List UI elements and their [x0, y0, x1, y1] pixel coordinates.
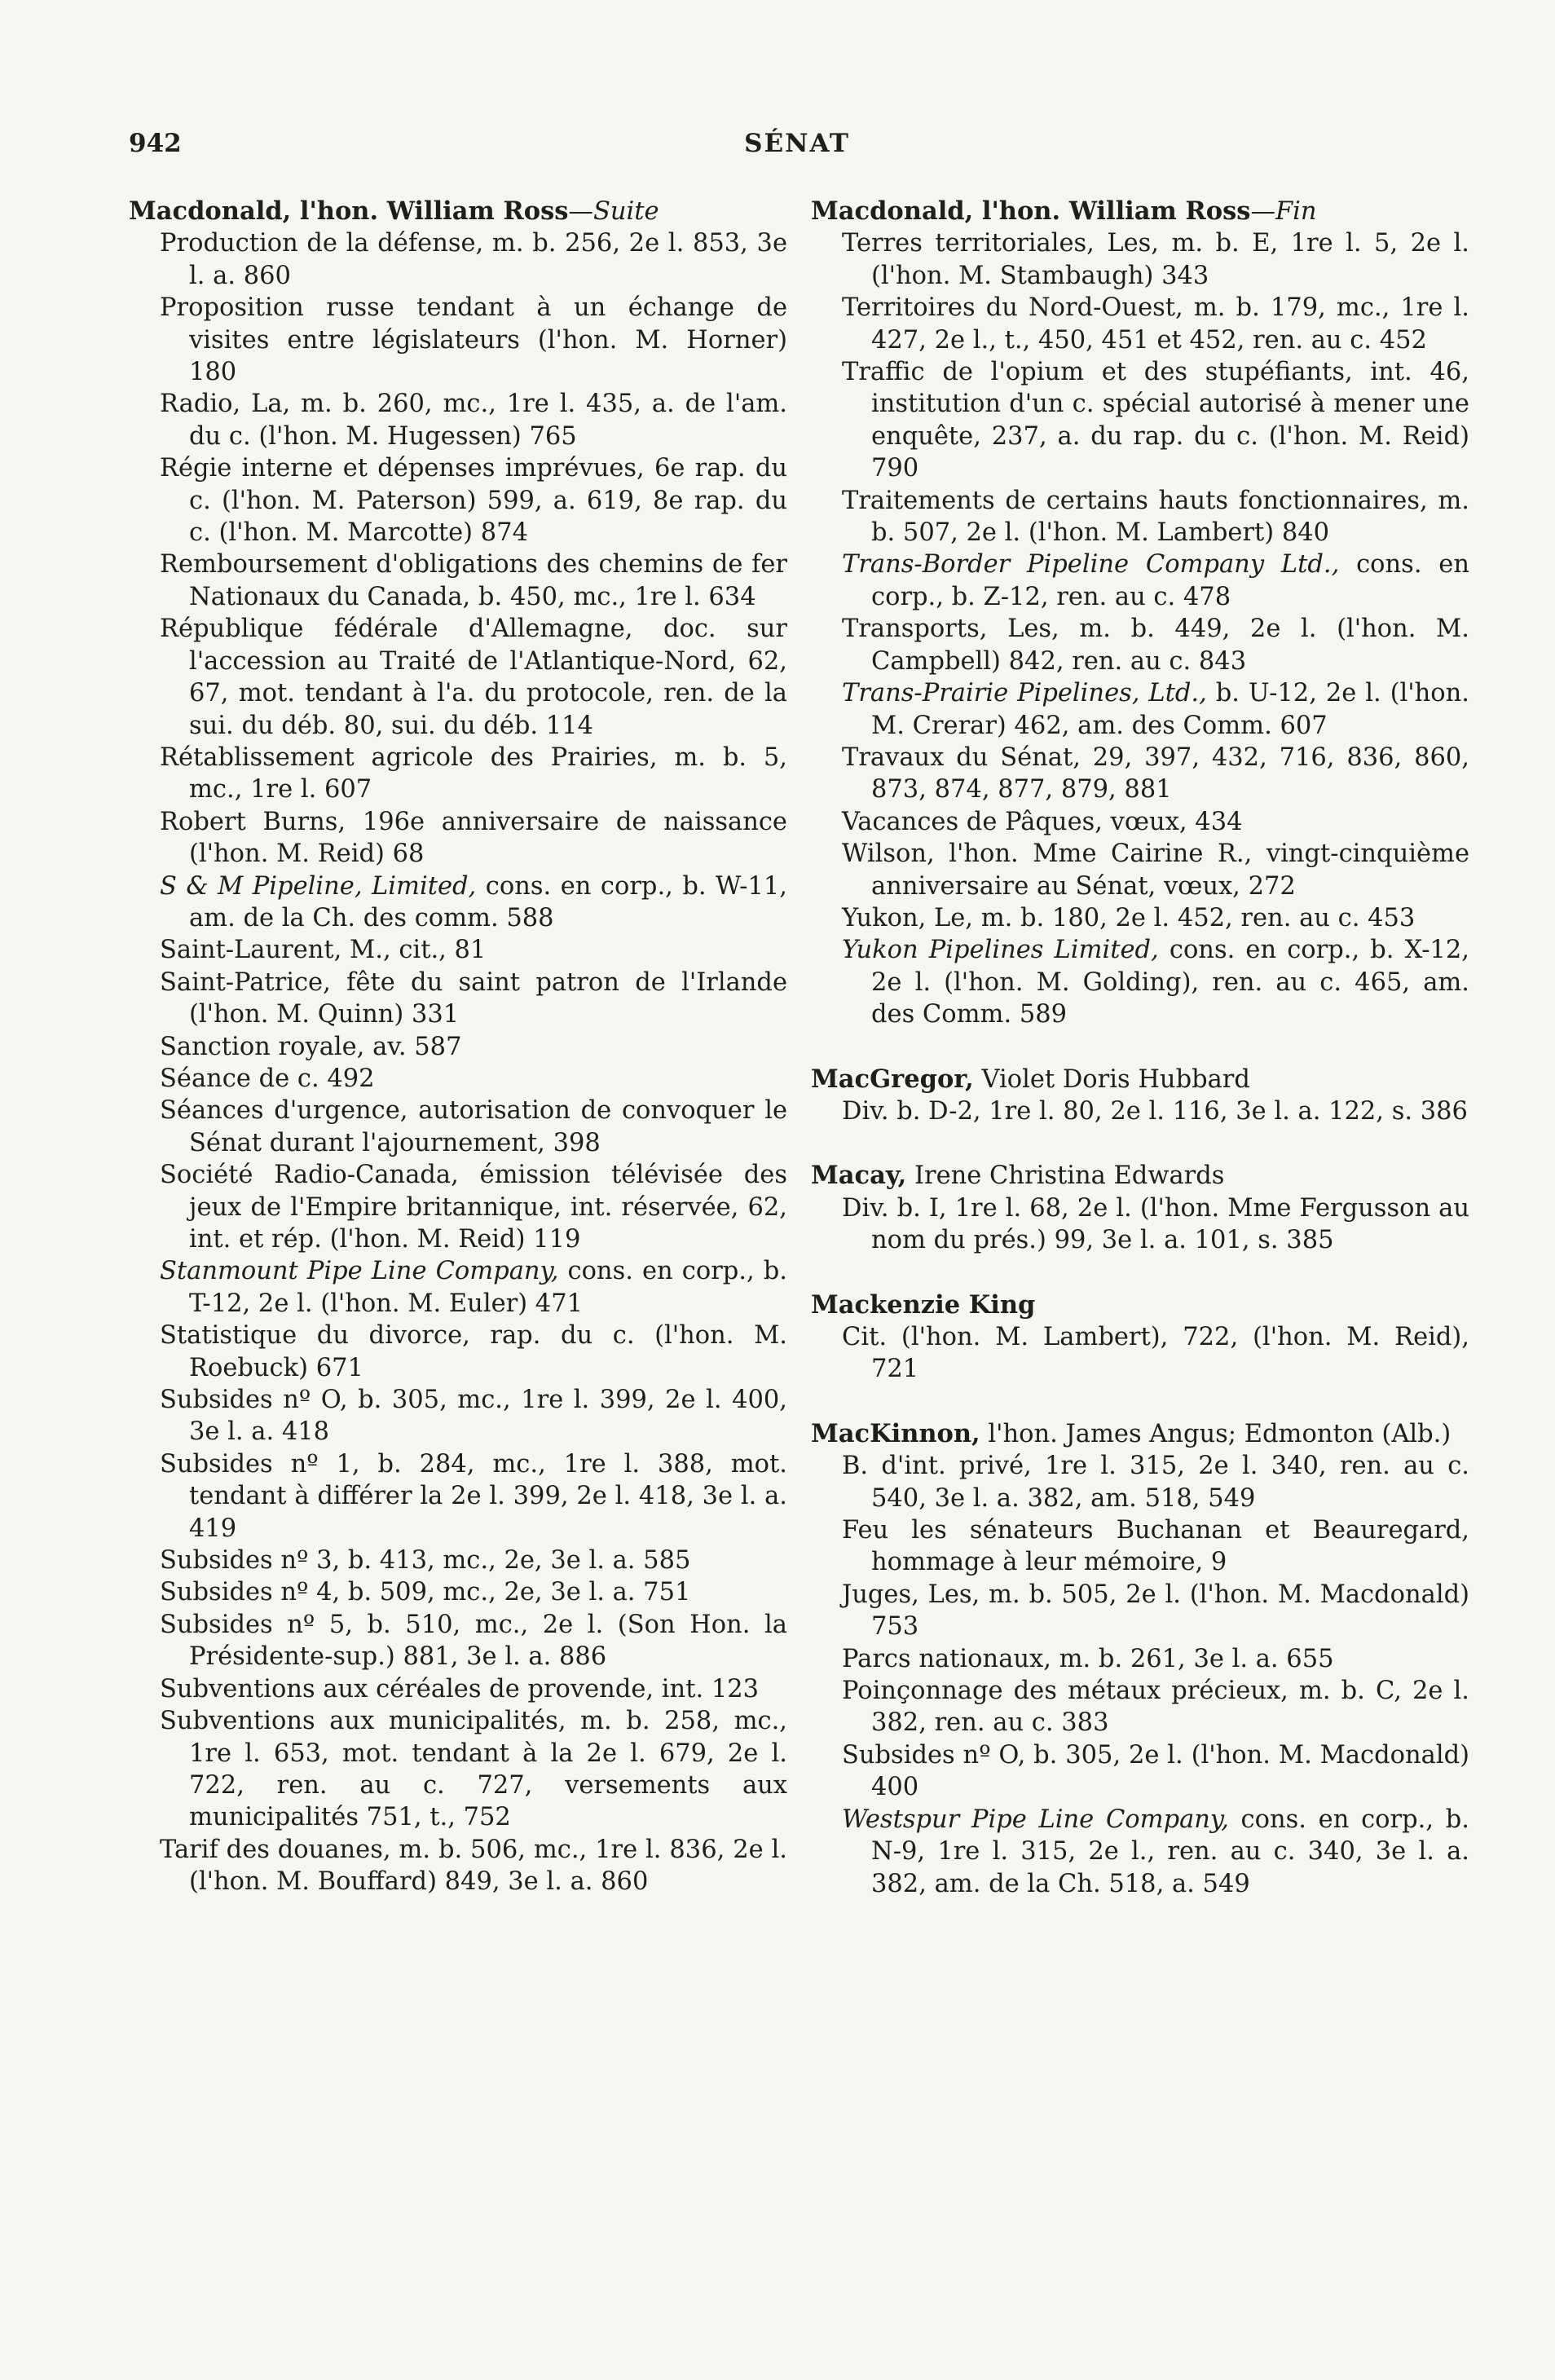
index-entry: [129, 1384, 787, 1448]
entry-text: Poinçonnage des métaux précieux, m. b. C, 2e l. 382, ren. au c. 383: [842, 1677, 1469, 1738]
index-entry: [811, 742, 1469, 806]
entry-text: Feu les sénateurs Buchanan et Beauregard, hommage à leur mémoire, 9: [842, 1516, 1469, 1577]
index-entry: [811, 806, 1469, 838]
heading-name: Macdonald, l'hon. William Ross: [811, 196, 1251, 226]
entry-text: Terres territoriales, Les, m. b. E, 1re l. 5, 2e l. (l'hon. M. Stambaugh) 343: [842, 229, 1469, 290]
entry-company-name: Westspur Pipe Line Company,: [842, 1805, 1229, 1834]
entry-company-name: S & M Pipeline, Limited,: [160, 871, 477, 901]
heading-detail: l'hon. James Angus; Edmonton (Alb.): [980, 1419, 1451, 1448]
index-entry: [129, 1834, 787, 1898]
entry-text: Traitements de certains hauts fonctionnaires, m. b. 507, 2e l. (l'hon. M. Lambert) 840: [842, 486, 1469, 548]
index-entry: [811, 902, 1469, 934]
index-entry: [129, 388, 787, 452]
entry-text: b. U-12, 2e l. (l'hon. M. Crerar) 462, am. des Comm. 607: [871, 679, 1469, 740]
index-entry: [129, 613, 787, 742]
heading-name: Macay,: [811, 1161, 907, 1191]
index-entry: [129, 549, 787, 613]
entry-text: Saint-Patrice, fête du saint patron de l'Irlande (l'hon. M. Quinn) 331: [160, 967, 787, 1029]
entry-text: Subsides nº 1, b. 284, mc., 1re l. 388, mot. tendant à différer la 2e l. 399, 2e l. 418, 3e l. a. 419: [160, 1449, 787, 1543]
index-entry: [811, 1579, 1469, 1643]
entry-text: Vacances de Pâques, vœux, 434: [842, 807, 1243, 836]
index-entry: [129, 1095, 787, 1159]
index-entry: [129, 1063, 787, 1095]
entry-text: Parcs nationaux, m. b. 261, 3e l. a. 655: [842, 1644, 1334, 1673]
entry-text: cons. en corp., b. T-12, 2e l. (l'hon. M. Euler) 471: [189, 1257, 787, 1318]
index-entry: [129, 1609, 787, 1673]
index-heading: [811, 1160, 1469, 1192]
index-heading: [129, 196, 787, 227]
entry-text: Société Radio-Canada, émission télévisée des jeux de l'Empire britannique, int. réservée, 62, int. et rép. (l'hon. M. Reid) 119: [160, 1161, 787, 1254]
index-entry: [129, 1448, 787, 1545]
index-entry: [129, 1705, 787, 1834]
index-entry: [129, 292, 787, 388]
entry-text: Saint-Laurent, M., cit., 81: [160, 936, 487, 965]
page-number: 942: [129, 129, 182, 158]
entry-text: Radio, La, m. b. 260, mc., 1re l. 435, a. de l'am. du c. (l'hon. M. Hugessen) 765: [160, 390, 787, 451]
entry-text: cons. en corp., b. N-9, 1re l. 315, 2e l., ren. au c. 340, 3e l. a. 382, am. de la Ch. 518, a. 549: [871, 1805, 1469, 1898]
entry-text: Travaux du Sénat, 29, 397, 432, 716, 836, 860, 873, 874, 877, 879, 881: [842, 743, 1469, 804]
entry-text: République fédérale d'Allemagne, doc. sur l'accession au Traité de l'Atlantique-Nord, 62, 67, mot. tendant à l'a. du protocole, ren. de la sui. du déb. 80, sui. du déb. 114: [160, 615, 787, 740]
index-entry: [129, 870, 787, 935]
entry-text: Subsides nº 5, b. 510, mc., 2e l. (Son Hon. la Présidente-sup.) 881, 3e l. a. 886: [160, 1610, 787, 1672]
heading-name: Macdonald, l'hon. William Ross: [129, 196, 569, 226]
entry-text: Régie interne et dépenses imprévues, 6e rap. du c. (l'hon. M. Paterson) 599, a. 619, 8e rap. du c. (l'hon. M. Marcotte) 874: [160, 454, 787, 548]
heading-continuation: —Fin: [1250, 197, 1317, 226]
index-heading: [811, 196, 1469, 227]
index-entry: [129, 227, 787, 292]
index-block: [811, 1418, 1469, 1900]
index-heading: [811, 1064, 1469, 1095]
entry-text: cons. en corp., b. X-12, 2e l. (l'hon. M. Golding), ren. au c. 465, am. des Comm. 589: [871, 936, 1470, 1029]
entry-text: Div. b. D-2, 1re l. 80, 2e l. 116, 3e l. a. 122, s. 386: [842, 1096, 1468, 1126]
entry-text: Traffic de l'opium et des stupéfiants, int. 46, institution d'un c. spécial autorisé à mener une enquête, 237, a. du rap. du c. (l'hon. M. Reid) 790: [842, 358, 1469, 483]
index-entry: [811, 549, 1469, 613]
index-entry: [811, 1675, 1469, 1739]
index-entry: [811, 227, 1469, 292]
index-entry: [129, 1320, 787, 1384]
entry-text: Rétablissement agricole des Prairies, m. b. 5, mc., 1re l. 607: [160, 743, 787, 804]
index-entry: [811, 1095, 1469, 1127]
right-column: [811, 196, 1469, 1900]
entry-text: Remboursement d'obligations des chemins de fer Nationaux du Canada, b. 450, mc., 1re l. 634: [160, 550, 787, 611]
heading-detail: Violet Doris Hubbard: [973, 1064, 1250, 1094]
index-entry: [811, 677, 1469, 742]
index-entry: [811, 1643, 1469, 1675]
entry-text: Wilson, l'hon. Mme Cairine R., vingt-cinquième anniversaire au Sénat, vœux, 272: [842, 840, 1469, 901]
entry-text: Transports, Les, m. b. 449, 2e l. (l'hon. M. Campbell) 842, ren. au c. 843: [842, 615, 1469, 676]
index-entry: [811, 1739, 1469, 1804]
entry-text: cons. en corp., b. Z-12, ren. au c. 478: [871, 550, 1469, 611]
running-title: SÉNAT: [744, 129, 850, 158]
entry-text: Séance de c. 492: [160, 1064, 375, 1093]
index-entry: [129, 1255, 787, 1320]
entry-text: cons. en corp., b. W-11, am. de la Ch. des comm. 588: [189, 871, 787, 932]
entry-company-name: Yukon Pipelines Limited,: [842, 936, 1159, 965]
entry-text: Div. b. I, 1re l. 68, 2e l. (l'hon. Mme Fergusson au nom du prés.) 99, 3e l. a. 101, s. 385: [842, 1193, 1469, 1255]
entry-text: Subsides nº 3, b. 413, mc., 2e, 3e l. a. 585: [160, 1546, 691, 1576]
entry-text: Séances d'urgence, autorisation de convoquer le Sénat durant l'ajournement, 398: [160, 1096, 787, 1157]
entry-text: Subsides nº O, b. 305, 2e l. (l'hon. M. Macdonald) 400: [842, 1740, 1469, 1802]
index-entry: [129, 1673, 787, 1705]
left-column: [129, 196, 787, 1898]
index-entry: [129, 1159, 787, 1255]
entry-text: Statistique du divorce, rap. du c. (l'hon. M. Roebuck) 671: [160, 1321, 787, 1382]
index-entry: [811, 613, 1469, 677]
entry-text: Production de la défense, m. b. 256, 2e l. 853, 3e l. a. 860: [160, 229, 787, 290]
index-entry: [811, 485, 1469, 549]
entry-text: Proposition russe tendant à un échange de visites entre législateurs (l'hon. M. Horner) 180: [160, 293, 787, 387]
index-entry: [129, 967, 787, 1031]
entry-text: Yukon, Le, m. b. 180, 2e l. 452, ren. au c. 453: [842, 903, 1416, 932]
entry-text: Juges, Les, m. b. 505, 2e l. (l'hon. M. Macdonald) 753: [842, 1580, 1469, 1642]
index-entry: [811, 356, 1469, 485]
index-entry: [129, 452, 787, 549]
entry-text: Cit. (l'hon. M. Lambert), 722, (l'hon. M. Reid), 721: [842, 1323, 1469, 1384]
index-entry: [129, 1576, 787, 1608]
entry-company-name: Stanmount Pipe Line Company,: [160, 1257, 559, 1286]
entry-text: Sanction royale, av. 587: [160, 1032, 462, 1061]
entry-text: Subsides nº 4, b. 509, mc., 2e, 3e l. a. 751: [160, 1578, 691, 1607]
index-entry: [811, 1804, 1469, 1900]
index-entry: [811, 934, 1469, 1030]
index-entry: [129, 1545, 787, 1576]
entry-text: B. d'int. privé, 1re l. 315, 2e l. 340, ren. au c. 540, 3e l. a. 382, am. 518, 549: [842, 1452, 1469, 1513]
index-heading: [811, 1289, 1469, 1321]
index-entry: [811, 1514, 1469, 1579]
index-heading: [811, 1418, 1469, 1450]
index-entry: [129, 1031, 787, 1063]
heading-detail: Irene Christina Edwards: [906, 1161, 1225, 1191]
index-entry: [811, 1450, 1469, 1514]
entry-text: Subsides nº O, b. 305, mc., 1re l. 399, 2e l. 400, 3e l. a. 418: [160, 1386, 787, 1447]
entry-text: Subventions aux municipalités, m. b. 258, mc., 1re l. 653, mot. tendant à la 2e l. 679, 2e l. 722, ren. au c. 727, versements aux municipalités 751, t., 752: [160, 1707, 787, 1832]
index-block: [811, 196, 1469, 1031]
index-block: [811, 1160, 1469, 1256]
entry-company-name: Trans-Border Pipeline Company Ltd.,: [842, 550, 1340, 580]
index-entry: [811, 838, 1469, 902]
index-entry: [129, 742, 787, 806]
heading-name: MacGregor,: [811, 1064, 974, 1094]
entry-text: Robert Burns, 196e anniversaire de naissance (l'hon. M. Reid) 68: [160, 807, 787, 869]
index-entry: [811, 1321, 1469, 1386]
entry-text: Subventions aux céréales de provende, int. 123: [160, 1674, 760, 1703]
index-entry: [129, 934, 787, 966]
index-block: [811, 1289, 1469, 1386]
index-block: [811, 1064, 1469, 1128]
heading-continuation: —Suite: [568, 197, 659, 226]
entry-company-name: Trans-Prairie Pipelines, Ltd.,: [842, 679, 1207, 708]
index-entry: [811, 1192, 1469, 1257]
page-header: [129, 129, 1465, 165]
index-entry: [811, 292, 1469, 356]
heading-name: Mackenzie King: [811, 1289, 1036, 1320]
index-entry: [129, 806, 787, 870]
entry-text: Territoires du Nord-Ouest, m. b. 179, mc., 1re l. 427, 2e l., t., 450, 451 et 452, ren. au c. 452: [842, 293, 1469, 355]
entry-text: Tarif des douanes, m. b. 506, mc., 1re l. 836, 2e l. (l'hon. M. Bouffard) 849, 3e l. a. 860: [160, 1835, 787, 1897]
heading-name: MacKinnon,: [811, 1418, 980, 1448]
